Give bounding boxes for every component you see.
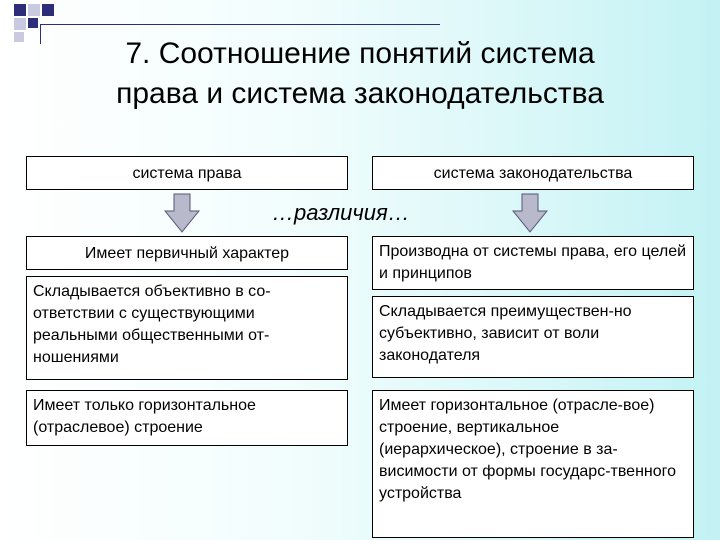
left-item-box: Имеет первичный характер (26, 236, 348, 270)
slide-title (0, 34, 720, 114)
title-line: 7. Соотношение понятий система (125, 37, 595, 70)
down-arrow-icon (512, 193, 548, 233)
right-item-box: Складывается преимуществен-но субъективно, зависит от воли законодателя (372, 296, 694, 378)
decor-square (14, 18, 26, 30)
decor-square (28, 18, 38, 28)
left-item-box: Складывается объективно в со-ответствии с существующими реальными общественными от-ношениями (26, 276, 348, 380)
differences-label: …различия… (272, 200, 410, 225)
right-item-box: Производна от системы права, его целей и принципов (372, 236, 694, 290)
decor-line (40, 24, 440, 25)
decor-square (28, 4, 40, 16)
right-header-box: система законодательства (372, 156, 694, 190)
left-header-box: система права (26, 156, 348, 190)
left-item-box: Имеет только горизонтальное (отраслевое) строение (26, 390, 348, 446)
decor-square (14, 4, 26, 16)
right-item-box: Имеет горизонтальное (отрасле-вое) строение, вертикальное (иерархическое), строение в за-висимости от формы государс-твенного устройства (372, 390, 694, 538)
title-line: права и система законодательства (116, 77, 604, 110)
decor-square (42, 4, 54, 16)
down-arrow-icon (164, 193, 200, 233)
